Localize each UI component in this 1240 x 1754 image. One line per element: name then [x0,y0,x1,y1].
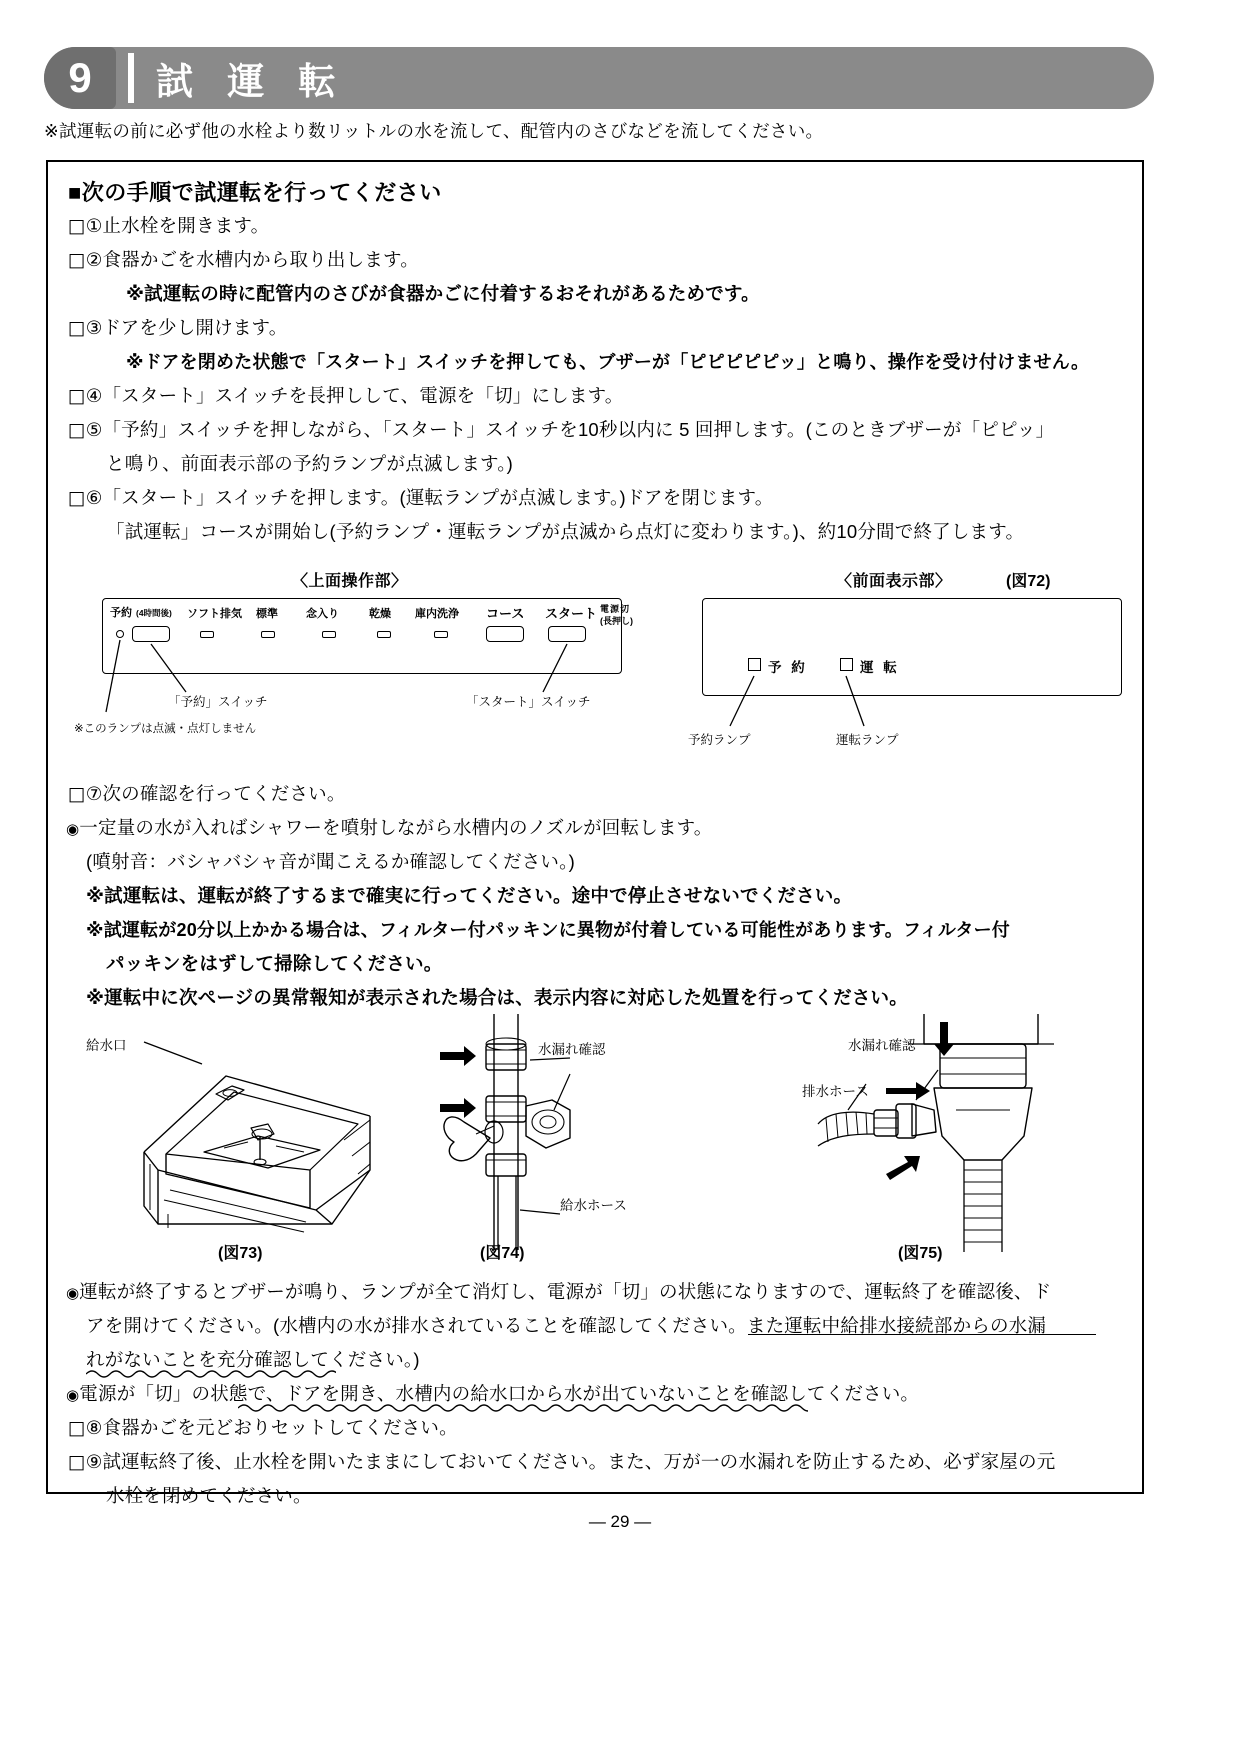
step-item [66,1278,1051,1304]
step-text: 電源が「切」の状態で、ドアを開き、水槽内の給水口から水が出ていないことを確認してください。 [79,1383,920,1404]
step-marker: □ [68,318,86,339]
step-marker: □ [68,386,86,407]
illustration-label-supply-hose: 給水ホース [560,1198,627,1213]
figure-number-74: (図74) [480,1245,525,1262]
front-panel-caption: 〈前面表示部〉 [836,573,952,590]
step-item [66,814,713,840]
step-text: ③ドアを少し開けます。 [85,317,288,338]
panel-label-standard: 標準 [256,608,278,620]
figure-number-72: (図72) [1006,573,1051,590]
step-continuation: と鳴り、前面表示部の予約ランプが点滅します。) [106,453,514,474]
illustration-label-leak-check-75: 水漏れ確認 [848,1038,916,1053]
step-text: ⑨試運転終了後、止水栓を開いたままにしておいてください。また、万が一の水漏れを防止するため、必ず家屋の元 [85,1451,1056,1472]
underline-decoration [748,1334,1096,1335]
step-text: 一定量の水が入ればシャワーを噴射しながら水槽内のノズルが回転します。 [79,817,713,838]
reserve-lamp-label: 予 約 [768,660,808,675]
top-note: ※試運転の前に必ず他の水栓より数リットルの水を流して、配管内のさびなどを流してください。 [44,121,824,141]
block-heading: ■次の手順で試運転を行ってください [68,180,442,205]
step-item [68,416,1054,442]
panel-label-tub-clean: 庫内洗浄 [415,608,459,620]
panel-label-power-off-sub: (長押し) [600,616,633,626]
step-text: ⑦次の確認を行ってください。 [85,783,346,804]
step-marker: □ [68,216,86,237]
bullet-marker: ◉ [66,1285,80,1302]
step-text: ④「スタート」スイッチを長押しして、電源を「切」にします。 [85,385,624,406]
panel-label-intensive: 念入り [306,608,339,620]
step-item [68,382,624,408]
step-item [68,246,419,272]
section-number-box [44,47,116,109]
step-marker: □ [68,250,86,271]
step-continuation: 水栓を閉めてください。 [106,1485,312,1506]
panel-label-dry: 乾燥 [369,608,391,620]
step-text: ②食器かごを水槽内から取り出します。 [85,249,419,270]
step-marker: □ [68,420,86,441]
step-continuation: れがないことを充分確認してください。) [86,1349,420,1370]
illustration-drain-hose [788,1014,1088,1254]
panel-label-course: コース [486,606,525,621]
step-text: ①止水栓を開きます。 [85,215,270,236]
step-note: ※運転中に次ページの異常報知が表示された場合は、表示内容に対応した処置を行ってください。 [86,987,908,1008]
illustration-label-drain-hose: 排水ホース [802,1084,869,1099]
panel-label-start: スタート [545,606,598,621]
step-continuation: アを開けてください。(水槽内の水が排水されていることを確認してください。また運転中給排水接続部からの水漏 [86,1315,1047,1336]
callout-lamp-note: ※このランプは点滅・点灯しません [74,723,257,735]
step-continuation: 「試運転」コースが開始し(予約ランプ・運転ランプが点滅から点灯に変わります。)、約10分間で終了します。 [106,521,1025,542]
page-number: — 29 — [588,1512,652,1531]
step-note: ※ドアを閉めた状態で「スタート」スイッチを押しても、ブザーが「ピピピピピッ」と鳴り、操作を受け付けません。 [126,352,1090,372]
step-text: ⑤「予約」スイッチを押しながら、「スタート」スイッチを10秒以内に 5 回押します。(このときブザーが「ピピッ」 [85,419,1055,440]
panel-label-reserve: 予約 [110,607,132,619]
step-note: ※試運転が20分以上かかる場合は、フィルター付パッキンに異物が付着している可能性があります。フィルター付 [86,920,1010,940]
illustration-leader-73 [144,1036,224,1076]
step-marker: □ [68,784,86,805]
illustration-label-water-inlet: 給水口 [86,1038,127,1053]
step-note: ※試運転の時に配管内のさびが食器かごに付着するおそれがあるためです。 [126,283,760,304]
step-item [68,780,346,806]
step-marker: □ [68,1418,86,1439]
section-title: 試 運 転 [156,61,348,102]
step-text: 運転が終了するとブザーが鳴り、ランプが全て消灯し、電源が「切」の状態になりますので、運転終了を確認後、ド [79,1281,1052,1302]
step-item [68,1414,458,1440]
panel-label-power-off: 電源切 [600,604,631,614]
operation-lamp-label: 運 転 [860,660,900,675]
step-continuation: (噴射音：バシャバシャ音が聞こえるか確認してください。) [86,851,575,872]
banner-divider [128,53,134,103]
callout-operation-lamp: 運転ランプ [836,733,899,747]
section-number: 9 [68,54,92,101]
wavy-underline-1 [86,1368,336,1378]
section-banner [44,47,1154,109]
step-item [68,1448,1055,1474]
step-note: ※試運転は、運転が終了するまで確実に行ってください。途中で停止させないでください。 [86,885,853,906]
step-note-continuation: パッキンをはずして掃除してください。 [106,953,443,974]
figure-number-75: (図75) [898,1245,943,1262]
bullet-marker: ◉ [66,821,80,838]
callout-reserve-lamp: 予約ランプ [688,733,751,747]
panel-label-reserve-sub: (4時間後) [136,608,172,618]
wavy-underline-2 [238,1402,808,1412]
instruction-block [46,160,1144,1506]
figure-number-73: (図73) [218,1245,263,1262]
callout-start-switch: 「スタート」スイッチ [466,695,591,709]
step-text: ⑥「スタート」スイッチを押します。(運転ランプが点滅します。)ドアを閉じます。 [85,487,774,508]
illustration-label-leak-check-74: 水漏れ確認 [538,1042,606,1057]
step-text: ⑧食器かごを元どおりセットしてください。 [85,1417,458,1438]
callout-reserve-switch: 「予約」スイッチ [168,695,268,709]
top-panel-caption: 〈上面操作部〉 [292,573,408,590]
panel-label-soft-exhaust: ソフト排気 [187,608,242,620]
step-item [68,484,773,510]
step-item [68,212,269,238]
bullet-marker: ◉ [66,1387,80,1404]
illustration-leader-75 [886,1080,946,1104]
step-marker: □ [68,1452,86,1473]
step-item [68,314,287,340]
step-marker: □ [68,488,86,509]
